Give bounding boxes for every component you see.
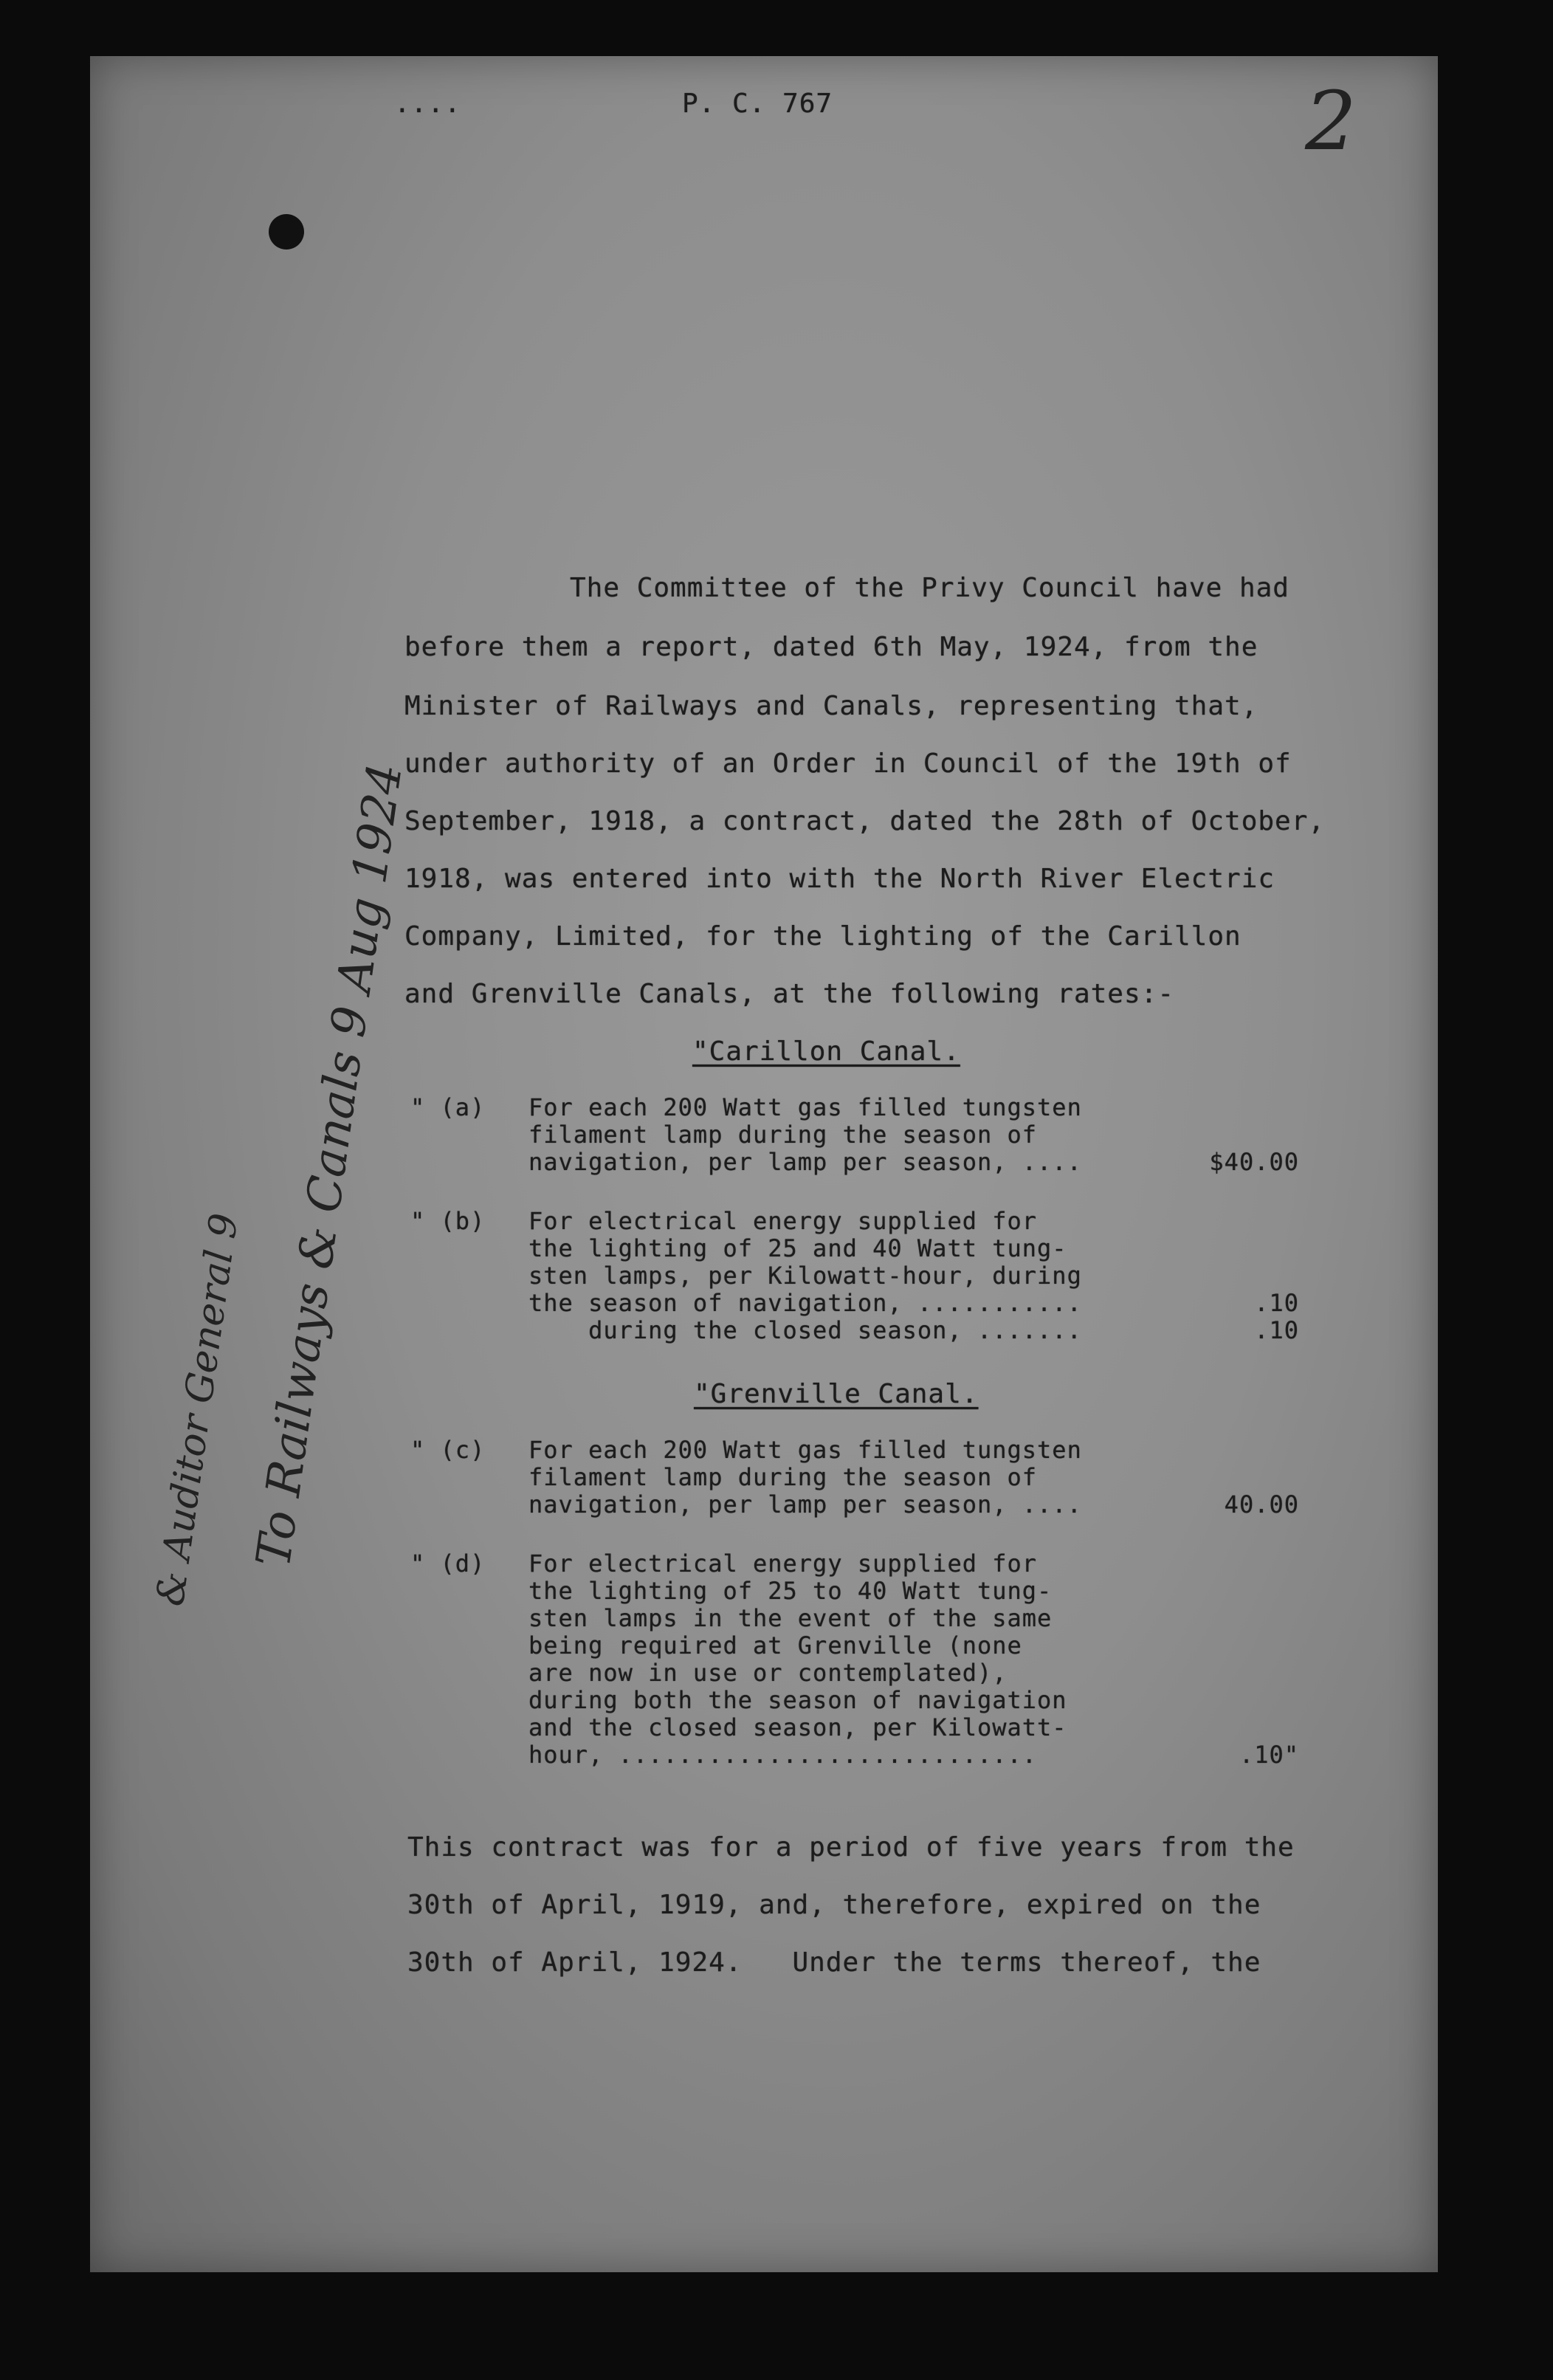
item-c-line: For each 200 Watt gas filled tungsten bbox=[528, 1436, 1082, 1464]
item-b-amount-closed: .10 bbox=[1254, 1316, 1299, 1344]
item-marker-a: " (a) bbox=[410, 1093, 486, 1121]
item-b-line: the lighting of 25 and 40 Watt tung- bbox=[528, 1234, 1067, 1262]
closing-line: 30th of April, 1919, and, therefore, expired on the bbox=[407, 1890, 1261, 1920]
item-a-line: For each 200 Watt gas filled tungsten bbox=[528, 1093, 1082, 1121]
item-d-line: hour, ............................ bbox=[528, 1741, 1038, 1769]
intro-line: Minister of Railways and Canals, representing that, bbox=[404, 691, 1258, 721]
item-a-amount: $40.00 bbox=[1209, 1148, 1299, 1176]
item-d-amount: .10" bbox=[1239, 1741, 1299, 1769]
item-b-line: For electrical energy supplied for bbox=[528, 1207, 1038, 1235]
header-ellipsis: .... bbox=[394, 89, 461, 119]
item-d-line: sten lamps in the event of the same bbox=[528, 1604, 1053, 1632]
item-marker-c: " (c) bbox=[410, 1436, 486, 1464]
closing-line: This contract was for a period of five years from the bbox=[407, 1832, 1295, 1863]
item-d-line: during both the season of navigation bbox=[528, 1686, 1067, 1714]
item-b-line: sten lamps, per Kilowatt-hour, during bbox=[528, 1262, 1082, 1290]
section-heading-grenville: "Grenville Canal. bbox=[694, 1379, 979, 1409]
item-a-line: navigation, per lamp per season, .... bbox=[528, 1148, 1082, 1176]
item-d-line: being required at Grenville (none bbox=[528, 1631, 1022, 1660]
margin-note-line1: To Railways & Canals 9 Aug 1924 bbox=[246, 760, 413, 1571]
intro-line: The Committee of the Privy Council have had bbox=[570, 573, 1289, 603]
item-d-line: and the closed season, per Kilowatt- bbox=[528, 1713, 1067, 1741]
item-a-line: filament lamp during the season of bbox=[528, 1121, 1038, 1149]
page-number-mark: 2 bbox=[1305, 74, 1357, 168]
item-d-line: are now in use or contemplated), bbox=[528, 1659, 1008, 1687]
intro-line: Company, Limited, for the lighting of the Carillon bbox=[404, 921, 1242, 952]
item-c-line: filament lamp during the season of bbox=[528, 1463, 1038, 1491]
margin-note-line2: & Auditor General 9 bbox=[148, 1211, 247, 1609]
item-b-line: the season of navigation, ........... bbox=[528, 1289, 1082, 1317]
item-b-line: during the closed season, ....... bbox=[528, 1316, 1082, 1344]
item-marker-d: " (d) bbox=[410, 1550, 486, 1578]
item-marker-b: " (b) bbox=[410, 1207, 486, 1235]
intro-line: September, 1918, a contract, dated the 28th of October, bbox=[404, 806, 1326, 836]
section-heading-carillon: "Carillon Canal. bbox=[692, 1036, 960, 1067]
intro-line: and Grenville Canals, at the following rates:- bbox=[404, 979, 1174, 1009]
closing-line: 30th of April, 1924. Under the terms thereof, the bbox=[407, 1947, 1261, 1978]
item-d-line: the lighting of 25 to 40 Watt tung- bbox=[528, 1577, 1053, 1605]
punch-hole bbox=[269, 214, 304, 250]
item-c-amount: 40.00 bbox=[1224, 1490, 1299, 1519]
item-c-line: navigation, per lamp per season, .... bbox=[528, 1490, 1082, 1519]
intro-line: under authority of an Order in Council of the 19th of bbox=[404, 749, 1292, 779]
intro-line: 1918, was entered into with the North River Electric bbox=[404, 864, 1275, 894]
intro-line: before them a report, dated 6th May, 1924, from the bbox=[404, 632, 1258, 662]
item-d-line: For electrical energy supplied for bbox=[528, 1550, 1038, 1578]
item-b-amount-navigation: .10 bbox=[1254, 1289, 1299, 1317]
page-reference: P. C. 767 bbox=[682, 89, 833, 119]
